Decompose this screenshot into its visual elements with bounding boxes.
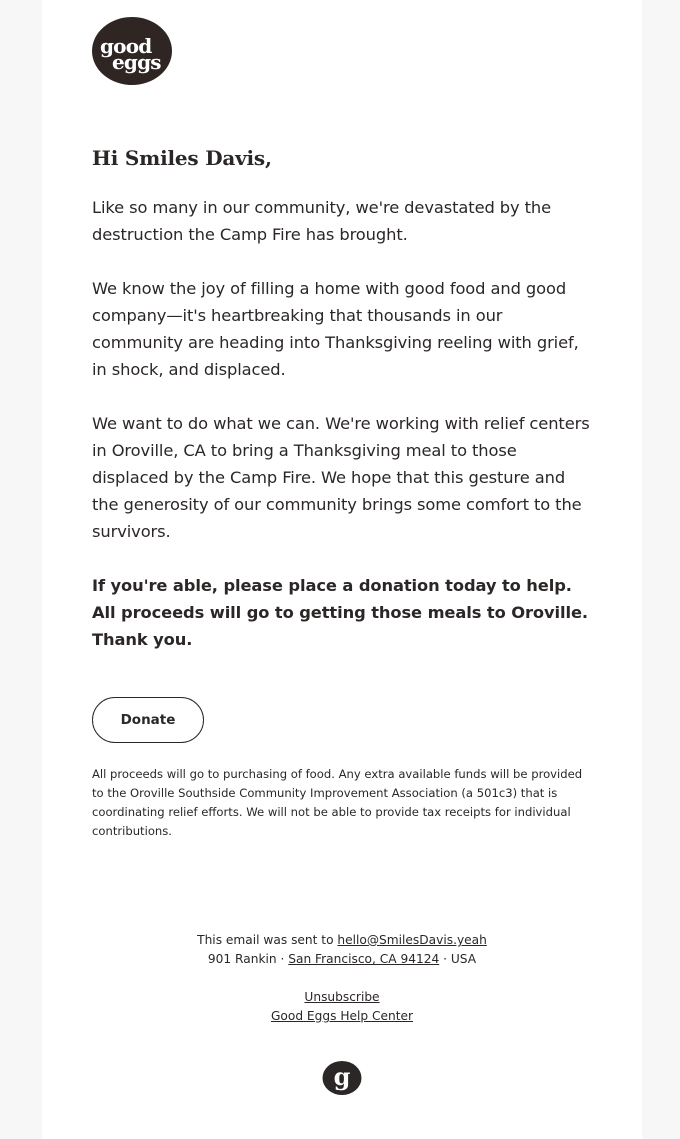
g-mark-icon[interactable] xyxy=(322,1060,362,1096)
g-mark-svg xyxy=(322,1060,362,1096)
footer-address xyxy=(42,950,642,969)
donate-button[interactable]: Donate xyxy=(92,697,204,743)
logo-line-good: good xyxy=(100,34,152,58)
fine-print: All proceeds will go to purchasing of food. Any extra available funds will be provided to the Oroville Southside Community Improvement Association (a 501c3) that is coordinating relief efforts. We will not be able to provide tax receipts for individual contributions. xyxy=(92,767,583,838)
footer-help-line xyxy=(42,1007,642,1026)
paragraph-relief: We want to do what we can. We're working with relief centers in Oroville, CA to bring a Thanksgiving meal to those displaced by the Camp Fire. We hope that this gesture and the generosity of our community brings some comfort to the survivors. xyxy=(92,414,590,541)
logo-wordmark xyxy=(92,17,172,85)
paragraph-joy: We know the joy of filling a home with good food and good company—it's heartbreaking that thousands in our community are heading into Thanksgiving reeling with grief, in shock, and displaced. xyxy=(92,279,579,379)
help-center-link[interactable]: Good Eggs Help Center xyxy=(270,1009,414,1023)
logo-line-eggs: eggs xyxy=(112,50,161,74)
greeting-heading: Hi Smiles Davis, xyxy=(92,146,272,170)
footer-city-link[interactable]: San Francisco, CA 94124 xyxy=(288,952,440,966)
unsubscribe-link[interactable]: Unsubscribe xyxy=(304,990,380,1004)
donation-appeal: If you're able, please place a donation today to help. All proceeds will go to getting those meals to Oroville. Thank you. xyxy=(92,576,588,649)
footer-country: USA xyxy=(450,952,477,966)
footer-email-link[interactable]: hello@SmilesDavis.yeah xyxy=(337,933,487,947)
footer-street: 901 Rankin xyxy=(207,952,277,966)
footer-unsubscribe-line xyxy=(42,988,642,1007)
good-eggs-logo[interactable] xyxy=(92,17,172,85)
paragraph-intro: Like so many in our community, we're devastated by the destruction the Camp Fire has brought. xyxy=(92,198,552,244)
footer-separator: · xyxy=(439,952,451,966)
footer-separator: · xyxy=(276,952,289,966)
footer-sent-prefix: This email was sent to xyxy=(197,933,338,947)
footer-sent-line xyxy=(42,931,642,950)
svg-text:g: g xyxy=(333,1062,351,1091)
